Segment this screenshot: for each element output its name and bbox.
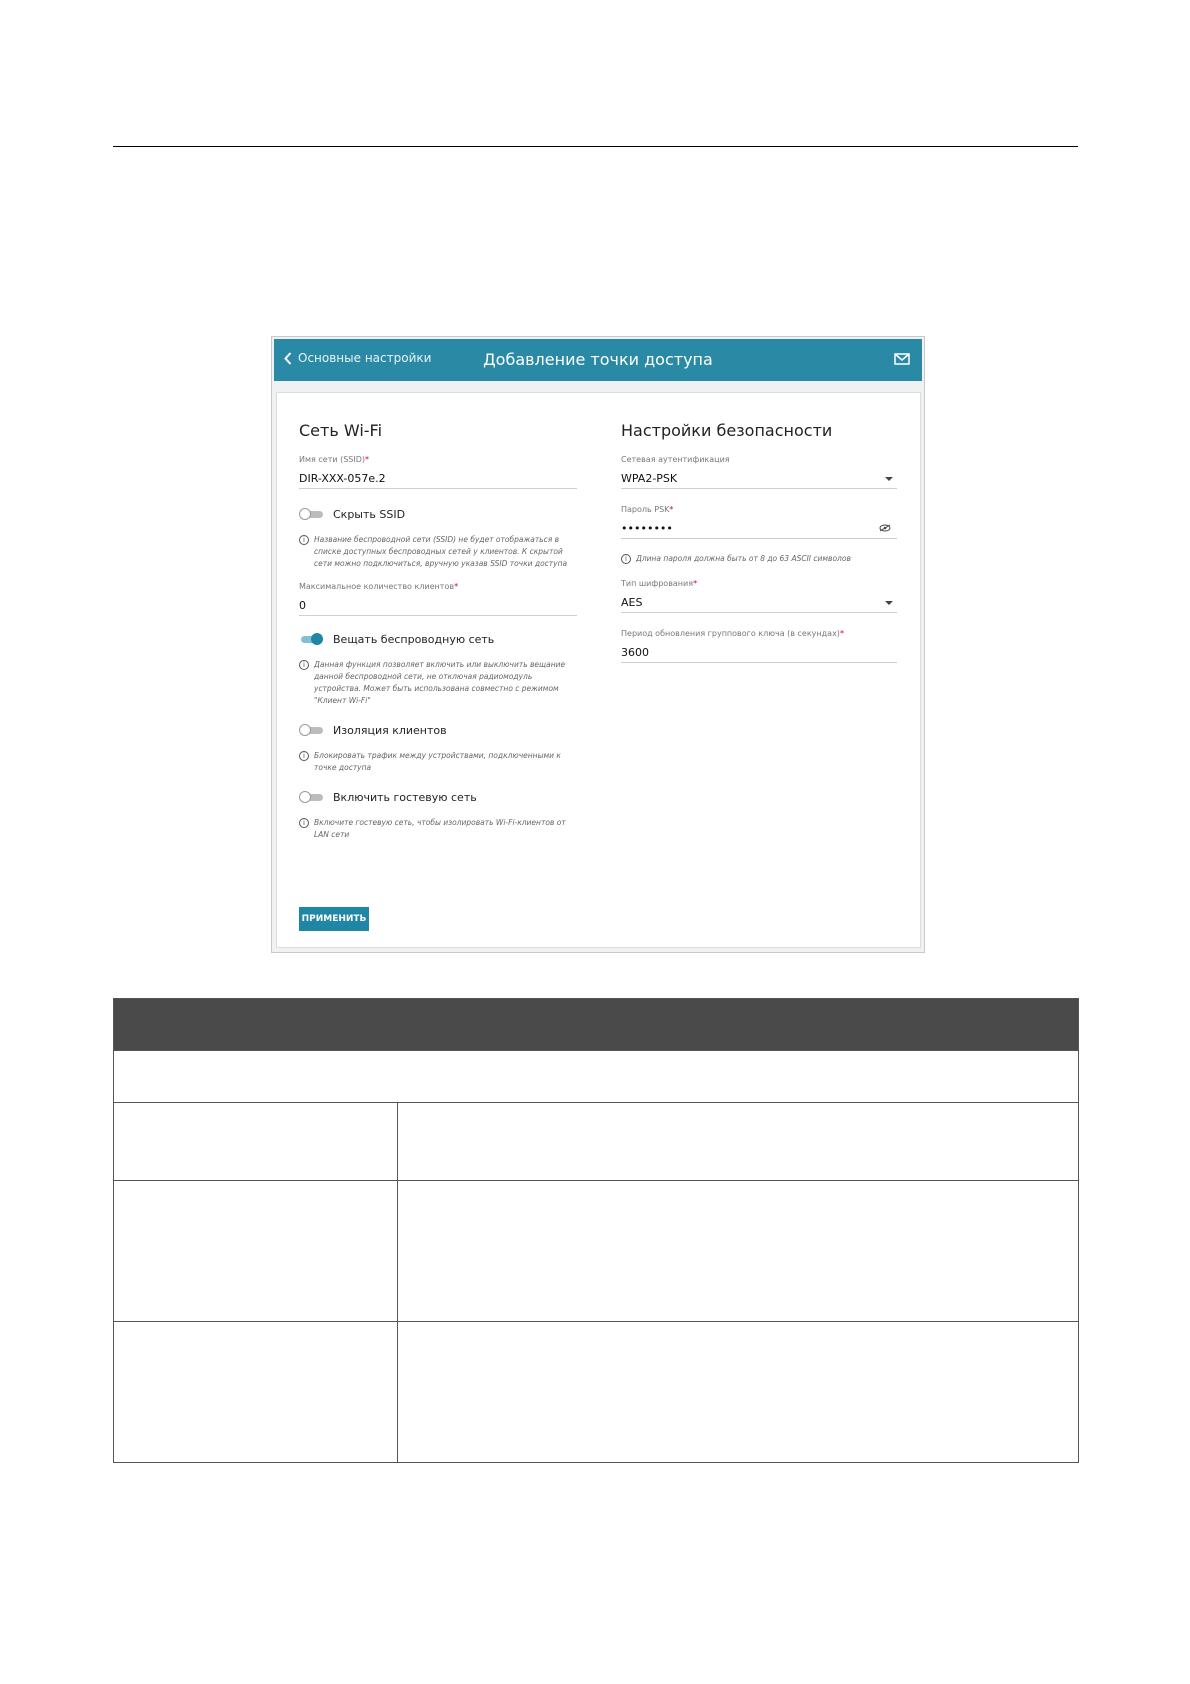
max-clients-field[interactable]: Максимальное количество клиентов* 0 bbox=[299, 582, 577, 616]
security-section bbox=[621, 421, 897, 663]
ssid-input[interactable]: DIR-XXX-057e.2 bbox=[299, 467, 577, 489]
isolation-hint: i Блокировать трафик между устройствами, подключенными к точке доступа bbox=[299, 750, 577, 774]
guest-toggle[interactable] bbox=[299, 791, 323, 803]
info-icon: i bbox=[299, 818, 309, 828]
psk-input[interactable]: •••••••• bbox=[621, 517, 897, 539]
table-row bbox=[114, 1322, 1079, 1463]
encryption-select[interactable]: AES bbox=[621, 591, 897, 613]
psk-label: Пароль PSK bbox=[621, 505, 670, 514]
broadcast-hint: i Данная функция позволяет включить или выключить вещание данной беспроводной сети, не отключая радиомодуль устройства. Может быть использована совместно с режимом "Клиент Wi-Fi" bbox=[299, 659, 577, 707]
info-icon: i bbox=[299, 751, 309, 761]
ssid-label: Имя сети (SSID) bbox=[299, 455, 366, 464]
info-icon: i bbox=[299, 535, 309, 545]
chevron-down-icon bbox=[885, 601, 893, 605]
hide-ssid-hint: i Название беспроводной сети (SSID) не будет отображаться в списке доступных беспроводных сетей у клиентов. К скрытой сети можно подключиться, вручную указав SSID точки доступа bbox=[299, 534, 577, 570]
encryption-label: Тип шифрования bbox=[621, 579, 694, 588]
auth-field[interactable] bbox=[621, 455, 897, 489]
isolation-label: Изоляция клиентов bbox=[333, 723, 447, 737]
encryption-field[interactable]: Тип шифрования* AES bbox=[621, 579, 897, 613]
eye-off-icon[interactable] bbox=[879, 524, 891, 532]
psk-hint: i Длина пароля должна быть от 8 до 63 ASCII символов bbox=[621, 553, 897, 565]
rekey-field[interactable]: Период обновления группового ключа (в секундах)* 3600 bbox=[621, 629, 897, 663]
isolation-toggle[interactable] bbox=[299, 724, 323, 736]
max-clients-label: Максимальное количество клиентов bbox=[299, 582, 455, 591]
guest-hint: i Включите гостевую сеть, чтобы изолировать Wi-Fi-клиентов от LAN сети bbox=[299, 817, 577, 841]
hide-ssid-toggle[interactable] bbox=[299, 508, 323, 520]
ui-screenshot bbox=[271, 336, 925, 953]
security-section-title: Настройки безопасности bbox=[621, 421, 833, 440]
apply-button[interactable]: ПРИМЕНИТЬ bbox=[299, 907, 369, 931]
table-section-row bbox=[114, 1051, 1079, 1103]
table-row bbox=[114, 1103, 1079, 1181]
isolation-row[interactable] bbox=[299, 719, 577, 741]
mail-icon[interactable] bbox=[894, 353, 910, 365]
broadcast-toggle[interactable] bbox=[299, 633, 323, 645]
info-icon: i bbox=[621, 554, 631, 564]
hide-ssid-label: Скрыть SSID bbox=[333, 507, 406, 521]
settings-card bbox=[276, 392, 921, 948]
page-header-rule bbox=[113, 146, 1078, 147]
wifi-section bbox=[299, 421, 577, 841]
max-clients-input[interactable]: 0 bbox=[299, 594, 577, 616]
hide-ssid-row[interactable] bbox=[299, 503, 577, 525]
broadcast-label: Вещать беспроводную сеть bbox=[333, 632, 495, 646]
table-row bbox=[114, 1181, 1079, 1322]
guest-row[interactable] bbox=[299, 786, 577, 808]
rekey-label: Период обновления группового ключа (в секундах) bbox=[621, 629, 840, 638]
psk-field[interactable]: Пароль PSK* •••••••• bbox=[621, 505, 897, 539]
chevron-down-icon bbox=[885, 477, 893, 481]
wifi-section-title: Сеть Wi-Fi bbox=[299, 421, 383, 440]
ssid-field[interactable]: Имя сети (SSID)* DIR-XXX-057e.2 bbox=[299, 455, 577, 489]
table-header-row bbox=[114, 999, 1079, 1051]
guest-label: Включить гостевую сеть bbox=[333, 790, 477, 804]
auth-label: Сетевая аутентификация bbox=[621, 455, 730, 464]
page-title: Добавление точки доступа bbox=[483, 350, 713, 369]
broadcast-row[interactable] bbox=[299, 628, 577, 650]
rekey-input[interactable]: 3600 bbox=[621, 641, 897, 663]
auth-select[interactable]: WPA2-PSK bbox=[621, 467, 897, 489]
top-bar bbox=[274, 339, 922, 381]
parameters-table bbox=[113, 998, 1079, 1463]
back-link-label: Основные настройки bbox=[298, 351, 432, 365]
info-icon: i bbox=[299, 660, 309, 670]
